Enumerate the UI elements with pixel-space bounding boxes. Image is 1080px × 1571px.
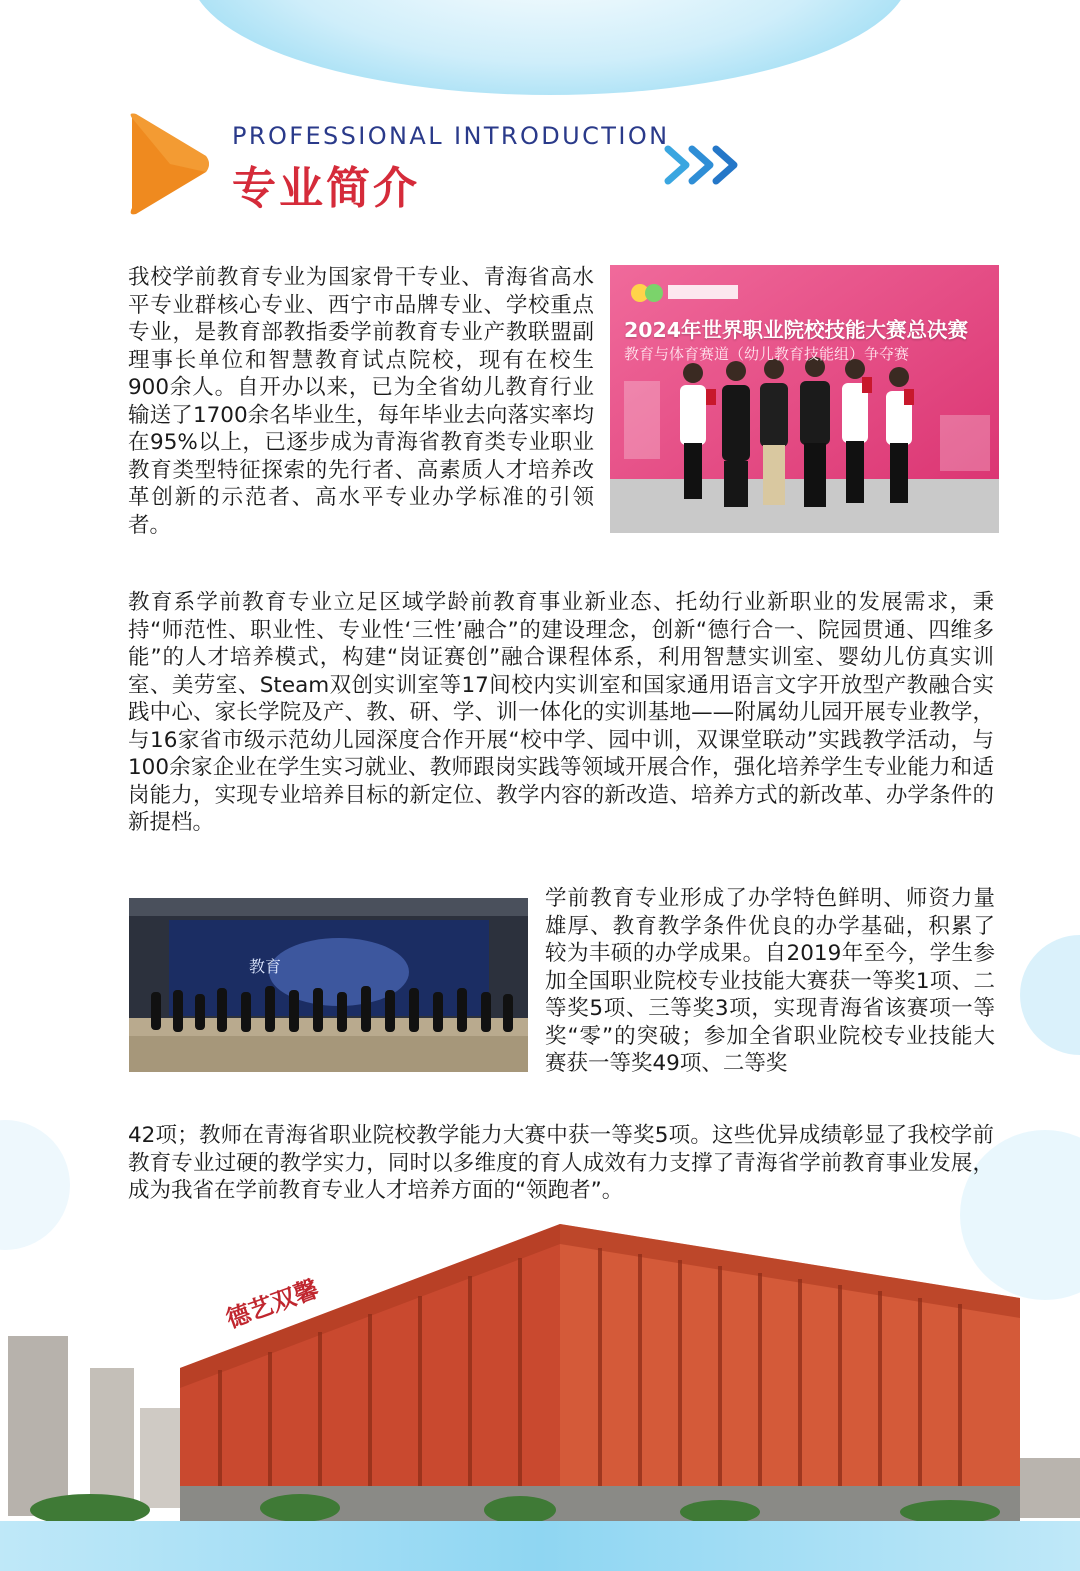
decorative-bubble	[1020, 935, 1080, 1055]
award-scene-illustration	[610, 265, 999, 533]
competition-award-photo	[610, 265, 999, 533]
dance-scene-illustration	[129, 898, 528, 1072]
award-subtitle-text: 教育与体育赛道（幼儿教育技能组）争夺赛	[624, 345, 910, 363]
intro-paragraph-4: 42项；教师在青海省职业院校教学能力大赛中获一等奖5项。这些优异成绩彰显了我校学前教育专业过硬的教学实力，同时以多维度的育人成效有力支撑了青海省学前教育事业发展，成为我省在学前教育专业人才培养方面的“领跑者”。	[128, 1123, 994, 1203]
chevrons-icon	[662, 143, 752, 187]
intro-paragraph-3: 学前教育专业形成了办学特色鲜明、师资力量雄厚、教育教学条件优良的办学基础，积累了较为丰硕的办学成果。自2019年至今，学生参加全国职业院校专业技能大赛获一等奖1项、二等奖5项、三等奖3项，实现青海省该赛项一等奖“零”的突破；参加全省职业院校专业技能大赛获一等奖49项、二等奖	[545, 886, 995, 1076]
building-illustration	[0, 1218, 1080, 1523]
award-banner-text: 2024年世界职业院校技能大赛总决赛	[624, 318, 969, 342]
dance-class-photo	[129, 898, 528, 1072]
stage-screen-text: 教育	[249, 957, 282, 976]
rooftop-sign-text: 德艺双馨	[222, 1273, 323, 1334]
intro-paragraph-2: 教育系学前教育专业立足区域学龄前教育事业新业态、托幼行业新职业的发展需求，秉持“师范性、职业性、专业性‘三性’融合”的建设理念，创新“德行合一、院园贯通、四维多能”的人才培养模式，构建“岗证赛创”融合课程体系，利用智慧实训室、婴幼儿仿真实训室、美劳室、Steam双创实训室等17间校内实训室和国家通用语言文字开放型产教融合实践中心、家长学院及产、教、研、学、训一体化的实训基地——附属幼儿园开展专业教学，与16家省市级示范幼儿园深度合作开展“校中学、园中训，双课堂联动”实践教学活动，与100余家企业在学生实习就业、教师跟岗实践等领域开展合作，强化培养学生专业能力和适岗能力，实现专业培养目标的新定位、教学内容的新改造、培养方式的新改革、办学条件的新提档。	[128, 590, 994, 835]
intro-paragraph-1: 我校学前教育专业为国家骨干专业、青海省高水平专业群核心专业、西宁市品牌专业、学校重点专业，是教育部教指委学前教育专业产教联盟副理事长单位和智慧教育试点院校，现有在校生900余人。自开办以来，已为全省幼儿教育行业输送了1700余名毕业生，每年毕业去向落实率均在95%以上，已逐步成为青海省教育类专业职业教育类型特征探索的先行者、高素质人才培养改革创新的示范者、高水平专业办学标准的引领者。	[128, 265, 594, 538]
top-decorative-arc	[190, 0, 910, 95]
play-icon	[126, 108, 212, 220]
section-title-english: PROFESSIONAL INTRODUCTION	[232, 122, 670, 150]
campus-building-photo	[0, 1218, 1080, 1523]
section-title-chinese: 专业简介	[232, 163, 420, 214]
bottom-decorative-band	[0, 1521, 1080, 1571]
